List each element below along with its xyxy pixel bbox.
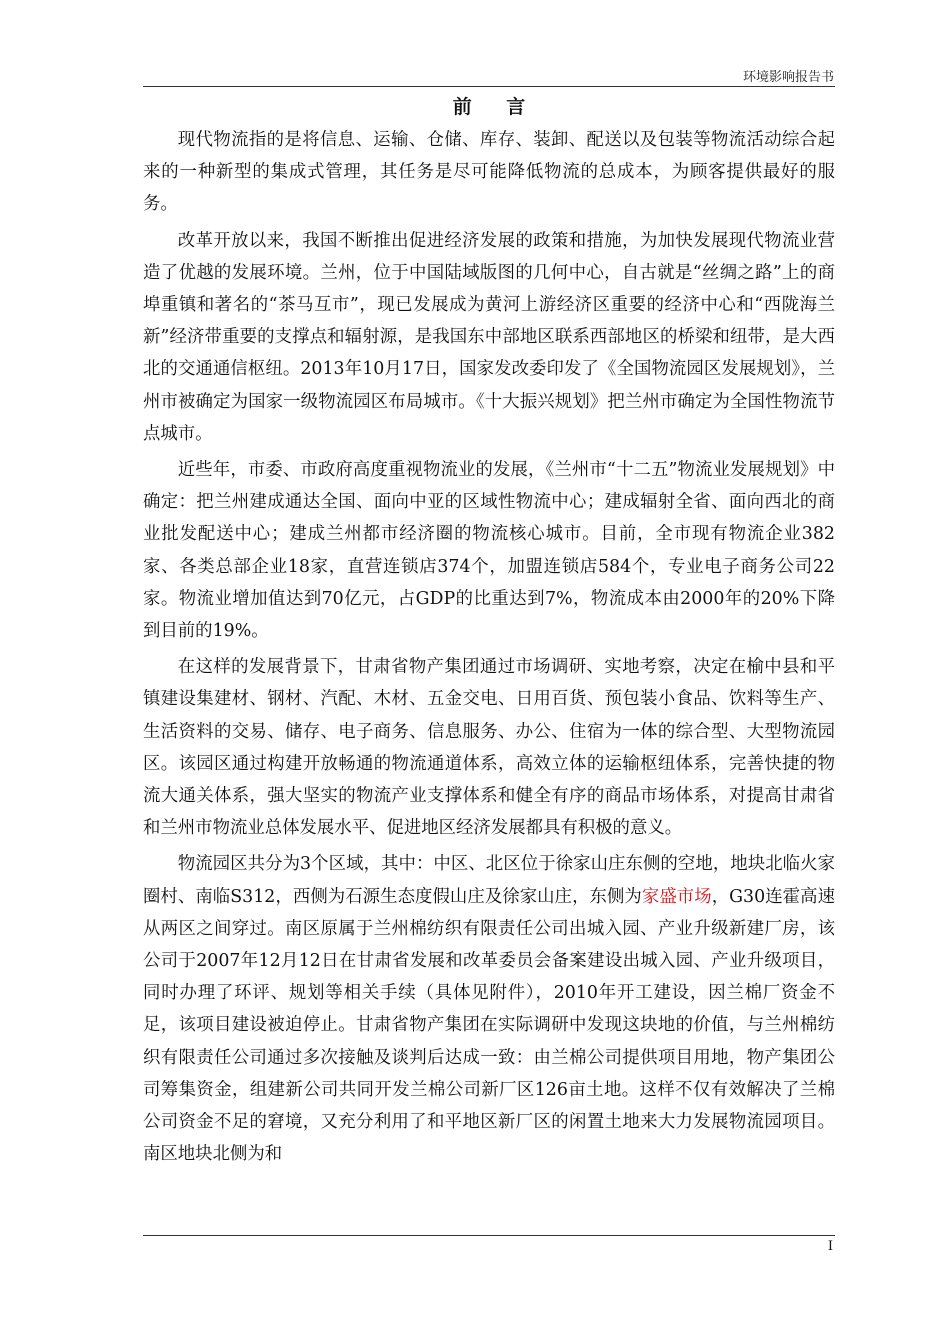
footer-divider [143, 1235, 835, 1236]
body-text [143, 124, 835, 1175]
paragraph-2: 改革开放以来，我国不断推出促进经济发展的政策和措施，为加快发展现代物流业营造了优越的发展环境。兰州，位于中国陆域版图的几何中心，自古就是“丝绸之路”上的商埠重镇和著名的“茶马互市”，现已发展成为黄河上游经济区重要的经济中心和“西陇海兰新”经济带重要的支撑点和辐射源，是我国东中部地区联系西部地区的桥梁和纽带，是大西北的交通通信枢纽。2013年10月17日，国家发改委印发了《全国物流园区发展规划》，兰州市被确定为国家一级物流园区布局城市。《十大振兴规划》把兰州市确定为全国性物流节点城市。 [143, 230, 835, 444]
paragraph-5-part-2: ，G30连霍高速从两区之间穿过。南区原属于兰州棉纺织有限责任公司出城入园、产业升级新建厂房，该公司于2007年12月12日在甘肃省发展和改革委员会备案建设出城入园、产业升级项目，同时办理了环评、规划等相关手续（具体见附件），2010年开工建设，因兰棉厂资金不足，该项目建设被迫停止。甘肃省物产集团在实际调研中发现这块地的价值，与兰州棉纺织有限责任公司通过多次接触及谈判后达成一致：由兰棉公司提供项目用地，物产集团公司筹集资金，组建新公司共同开发兰棉公司新厂区126亩土地。这样不仅有效解决了兰棉公司资金不足的窘境，又充分利用了和平地区新厂区的闲置土地来大力发展物流园项目。南区地块北侧为和 [143, 886, 835, 1165]
paragraph-5 [143, 848, 835, 1170]
highlighted-place-name: 家盛市场 [641, 886, 712, 907]
paragraph-3: 近些年，市委、市政府高度重视物流业的发展，《兰州市“十二五”物流业发展规划》中确定：把兰州建成通达全国、面向中亚的区域性物流中心；建成辐射全省、面向西北的商业批发配送中心；建成兰州都市经济圈的物流核心城市。目前，全市现有物流企业382家、各类总部企业18家，直营连锁店374个，加盟连锁店584个，专业电子商务公司22家。物流业增加值达到70亿元，占GDP的比重达到7%，物流成本由2000年的20%下降到目前的19%。 [143, 460, 835, 642]
section-title: 前 言 [452, 96, 540, 118]
paragraph-5-part-1: 物流园区共分为3个区域，其中：中区、北区位于徐家山庄东侧的空地，地块北临火家圈村、南临S312，西侧为石源生态度假山庄及徐家山庄，东侧为 [143, 854, 835, 907]
paragraph-1: 现代物流指的是将信息、运输、仓储、库存、装卸、配送以及包装等物流活动综合起来的一种新型的集成式管理，其任务是尽可能降低物流的总成本，为顾客提供最好的服务。 [143, 130, 835, 215]
running-header: 环境影响报告书 [742, 70, 834, 85]
header-divider [143, 86, 835, 87]
paragraph-4: 在这样的发展背景下，甘肃省物产集团通过市场调研、实地考察，决定在榆中县和平镇建设集建材、钢材、汽配、木材、五金交电、日用百货、预包装小食品、饮料等生产、生活资料的交易、储存、电子商务、信息服务、办公、住宿为一体的综合型、大型物流园区。该园区通过构建开放畅通的物流通道体系，高效立体的运输枢纽体系，完善快捷的物流大通关体系，强大坚实的物流产业支撑体系和健全有序的商品市场体系，对提高甘肃省和兰州市物流业总体发展水平、促进地区经济发展都具有积极的意义。 [143, 657, 835, 839]
page-number: I [827, 1239, 833, 1254]
